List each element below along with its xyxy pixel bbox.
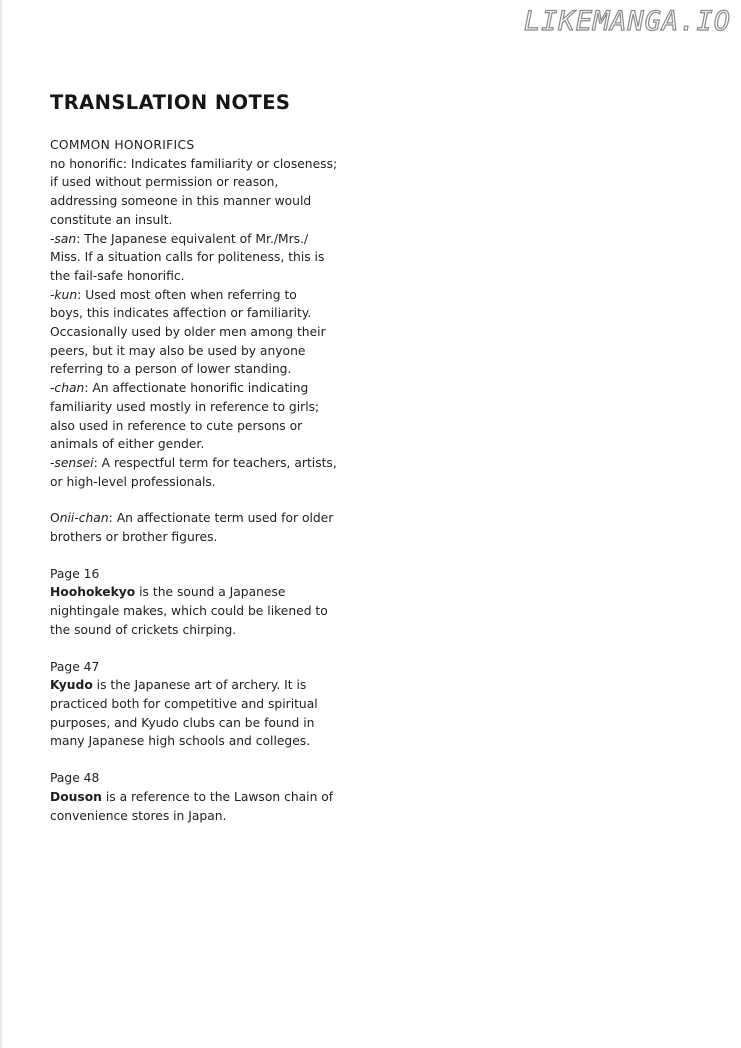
chan-term: -chan xyxy=(50,381,85,396)
honorifics-heading: COMMON HONORIFICS xyxy=(50,138,195,152)
onii-chan-text: brothers or brother figures. xyxy=(50,530,218,545)
san-entry xyxy=(50,230,350,286)
honorifics-section xyxy=(50,136,350,491)
sensei-entry xyxy=(50,454,350,491)
onii-chan-text: : An affectionate term used for older xyxy=(108,511,334,526)
kun-text: peers, but it may also be used by anyone xyxy=(50,343,306,358)
note-text: practiced both for competitive and spiritual xyxy=(50,696,318,711)
note-page-label: Page 16 xyxy=(50,566,100,581)
site-watermark: LIKEMANGA.IO xyxy=(523,6,731,37)
san-text: : The Japanese equivalent of Mr./Mrs./ xyxy=(76,231,309,246)
san-term: -san xyxy=(50,231,77,246)
note-term: Douson xyxy=(50,789,102,804)
no-honorific-entry xyxy=(50,155,350,230)
no-honorific-text: : Indicates familiarity or closeness; xyxy=(122,156,338,171)
no-honorific-text: addressing someone in this manner would xyxy=(50,194,312,209)
sensei-text: : A respectful term for teachers, artists, xyxy=(93,455,337,470)
sensei-term: -sensei xyxy=(50,455,94,470)
page-edge xyxy=(0,0,2,1048)
san-text: the fail-safe honorific. xyxy=(50,268,185,283)
kun-text: Occasionally used by older men among their xyxy=(50,325,326,340)
note-text: nightingale makes, which could be likened to xyxy=(50,604,328,619)
kun-term: -kun xyxy=(50,287,78,302)
note-page-label: Page 47 xyxy=(50,659,100,674)
note-page-16 xyxy=(50,565,350,640)
note-term: Hoohokekyo xyxy=(50,585,136,600)
note-text: convenience stores in Japan. xyxy=(50,808,227,823)
chan-text: familiarity used mostly in reference to girls; xyxy=(50,399,320,414)
note-term: Kyudo xyxy=(50,678,93,693)
note-page-47 xyxy=(50,658,350,752)
onii-chan-entry xyxy=(50,509,350,546)
kun-entry xyxy=(50,286,350,380)
sensei-text: or high-level professionals. xyxy=(50,474,216,489)
translation-notes-page xyxy=(50,92,350,825)
note-text: is a reference to the Lawson chain of xyxy=(101,789,334,804)
page-title: TRANSLATION NOTES xyxy=(50,91,291,114)
chan-text: : An affectionate honorific indicating xyxy=(84,381,309,396)
onii-chan-initial: O xyxy=(50,511,60,526)
kun-text: : Used most often when referring to xyxy=(77,287,297,302)
note-text: is the Japanese art of archery. It is xyxy=(92,678,307,693)
chan-text: also used in reference to cute persons or xyxy=(50,418,303,433)
no-honorific-text: constitute an insult. xyxy=(50,212,173,227)
note-page-48 xyxy=(50,769,350,825)
chan-text: animals of either gender. xyxy=(50,437,205,452)
kun-text: boys, this indicates affection or familiarity. xyxy=(50,306,312,321)
san-text: Miss. If a situation calls for politeness, this is xyxy=(50,250,325,265)
note-text: the sound of crickets chirping. xyxy=(50,622,237,637)
note-text: many Japanese high schools and colleges. xyxy=(50,734,311,749)
no-honorific-text: if used without permission or reason, xyxy=(50,175,279,190)
chan-entry xyxy=(50,379,350,454)
note-text: is the sound a Japanese xyxy=(135,585,286,600)
onii-chan-term: nii-chan xyxy=(59,511,109,526)
kun-text: referring to a person of lower standing. xyxy=(50,362,292,377)
note-page-label: Page 48 xyxy=(50,771,100,786)
note-text: purposes, and Kyudo clubs can be found in xyxy=(50,715,315,730)
no-honorific-term: no honorific xyxy=(50,156,123,171)
